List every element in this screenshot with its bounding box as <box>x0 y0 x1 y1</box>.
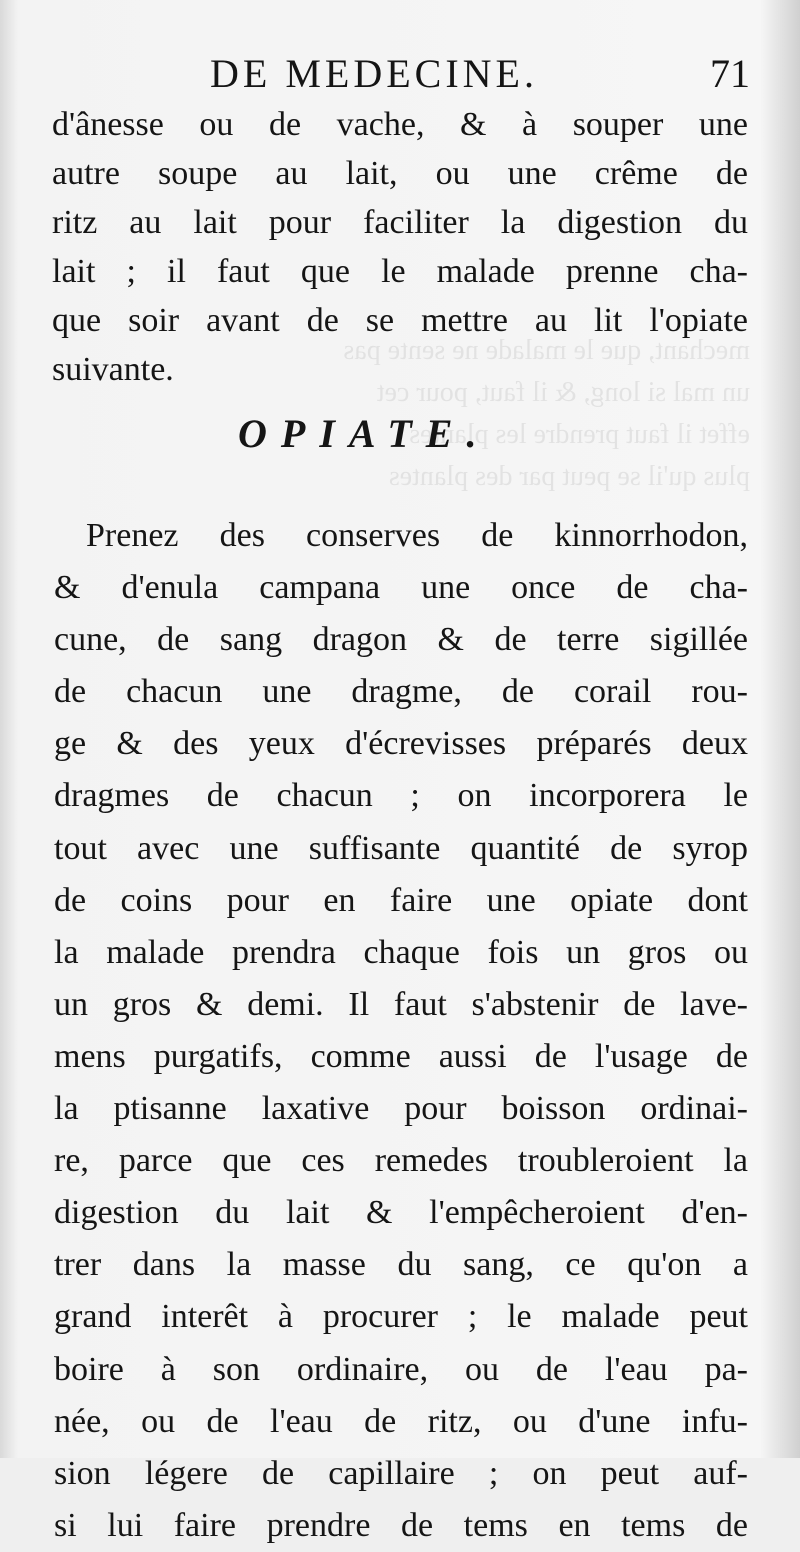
text-line: lait ; il faut que le malade prenne cha- <box>52 253 748 290</box>
text-line: un gros & demi. Il faut s'abstenir de lave- <box>54 985 748 1023</box>
text-line: que soir avant de se mettre au lit l'opiate <box>52 302 748 339</box>
text-line: née, ou de l'eau de ritz, ou d'une infu- <box>54 1402 748 1440</box>
text-line: boire à son ordinaire, ou de l'eau pa- <box>54 1350 748 1388</box>
text-line: tout avec une suffisante quantité de syrop <box>54 829 748 867</box>
show-through-text: mechant, que le malade ne sente pas un mal si long, & il faut, pour cet effet il faut prendre les plantes plus qu'il se peut par des plantes <box>343 335 750 492</box>
text-line: & d'enula campana une once de cha- <box>54 569 748 607</box>
running-head <box>70 50 750 100</box>
section-heading: OPIATE. <box>238 411 491 456</box>
text-line: cune, de sang dragon & de terre sigillée <box>54 621 748 659</box>
text-line: d'ânesse ou de vache, & à souper une <box>52 106 748 143</box>
text-line: Prenez des conserves de kinnorrhodon, <box>86 517 748 554</box>
intro-paragraph <box>52 100 748 394</box>
text-line: sion légere de capillaire ; on peut auf- <box>54 1454 748 1492</box>
text-line: mens purgatifs, comme aussi de l'usage de <box>54 1037 748 1075</box>
text-line: de coins pour en faire une opiate dont <box>54 881 748 919</box>
text-line: grand interêt à procurer ; le malade peut <box>54 1298 748 1336</box>
text-line: autre soupe au lait, ou une crême de <box>52 155 748 192</box>
text-line: ge & des yeux d'écrevisses préparés deux <box>54 725 748 763</box>
text-line: trer dans la masse du sang, ce qu'on a <box>54 1246 748 1284</box>
text-line: la ptisanne laxative pour boisson ordinai- <box>54 1090 748 1128</box>
text-line: si lui faire prendre de tems en tems de <box>54 1506 748 1544</box>
text-line: la malade prendra chaque fois un gros ou <box>54 933 748 971</box>
text-line: suivante. <box>52 351 174 388</box>
text-line: ritz au lait pour faciliter la digestion du <box>52 204 748 241</box>
text-line: de chacun une dragme, de corail rou- <box>54 673 748 711</box>
recipe-paragraph <box>54 510 748 1552</box>
text-line: re, parce que ces remedes troubleroient la <box>54 1142 748 1180</box>
page-number: 71 <box>710 51 750 96</box>
text-line: dragmes de chacun ; on incorporera le <box>54 777 748 815</box>
running-head-title: DE MEDECINE. <box>210 51 538 96</box>
text-line: digestion du lait & l'empêcheroient d'en- <box>54 1194 748 1232</box>
